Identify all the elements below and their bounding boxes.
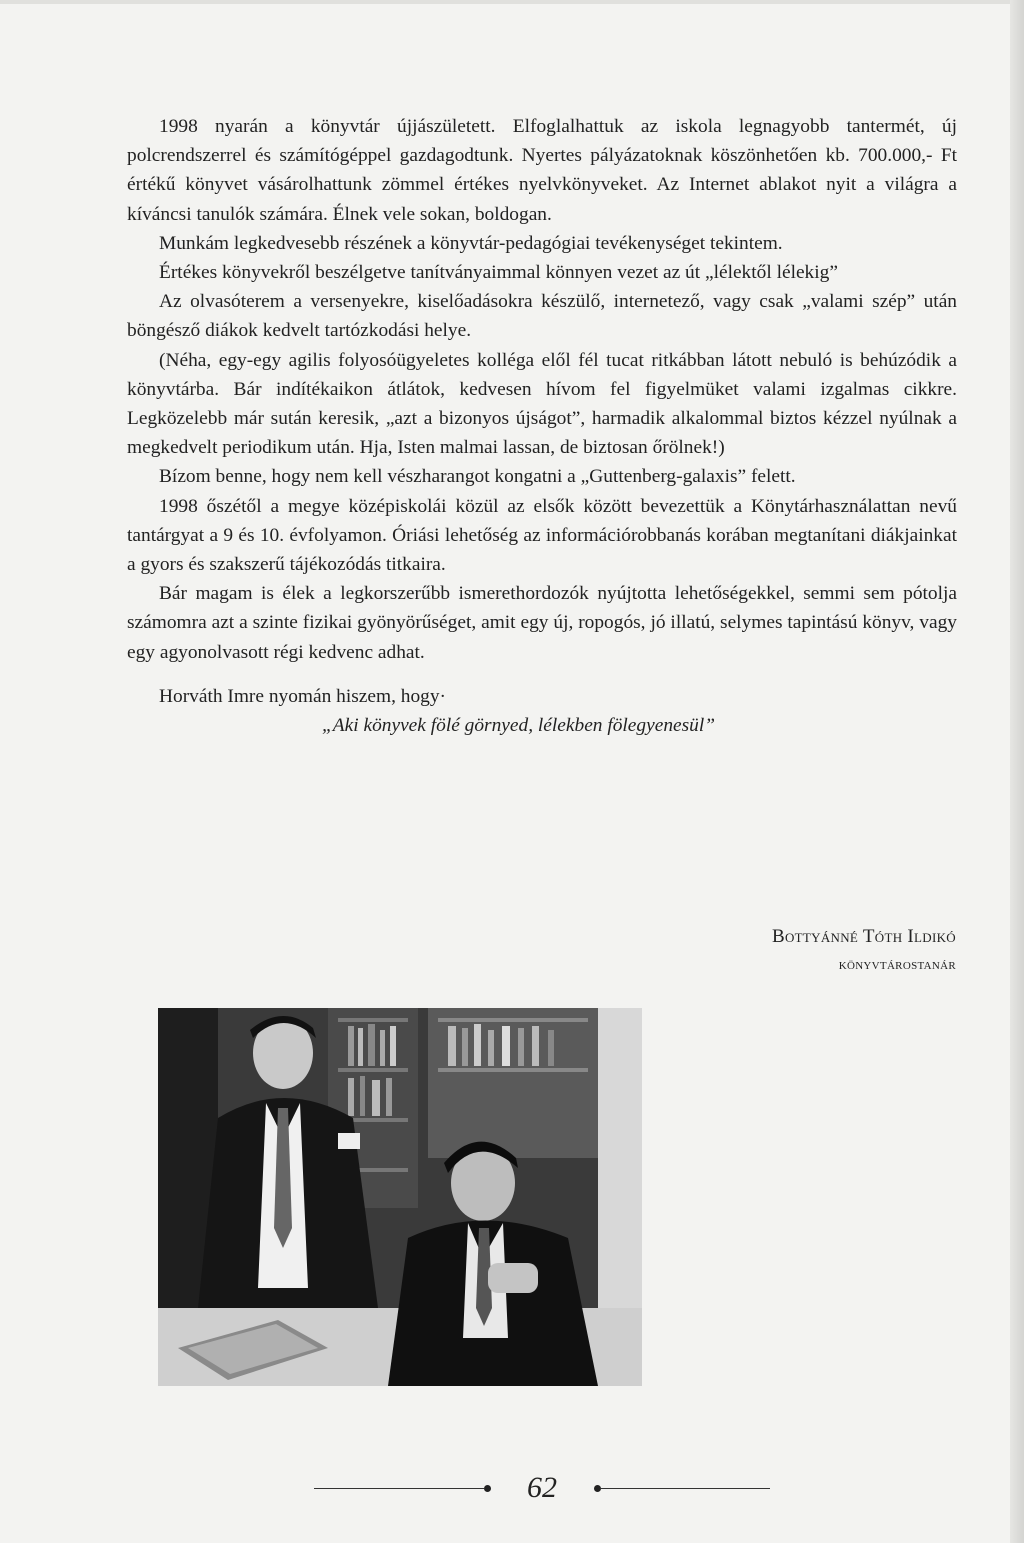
paragraph-8: Bár magam is élek a legkorszerűbb ismerethordozók nyújtotta lehetőségekkel, semmi sem pótolja számomra azt a szinte fizikai gyönyörűséget, amit egy új, ropogós, jó illatú, selymes tapintású könyv, vagy egy agyonolvasott régi kedvenc adhat. xyxy=(127,583,957,663)
paragraph-3: Értékes könyvekről beszélgetve tanítványaimmal könnyen vezet az út „lélektől lélekig” xyxy=(159,262,838,284)
author-name: Bottyánné Tóth Ildikó xyxy=(772,926,956,947)
paragraph-2: Munkám legkedvesebb részének a könyvtár-pedagógiai tevékenységet tekintem. xyxy=(159,232,783,254)
paragraph-7: 1998 őszétől a megye középiskolái közül az elsők között bevezettük a Könytárhasználattan nevű tantárgyat a 9 és 10. évfolyamon. Óriási lehetőség az információrobbanás korában megtanítani diákjainkat a gyors és szakszerű tájékozódás titkaira. xyxy=(127,495,957,576)
paragraph-1: 1998 nyarán a könyvtár újjászületett. Elfoglalhattuk az iskola legnagyobb tantermét, új polcrendszerrel és számítógéppel gazdagodtunk. Nyertes pályázatoknak köszönhetően kb. 700.000,- Ft értékű könyvet vásárolhattunk zömmel értékes nyelvkönyveket. Az Internet ablakot nyit a világra a kíváncsi tanulók számára. Élnek vele sokan, boldogan. xyxy=(127,116,957,225)
page-footer xyxy=(0,1471,1024,1514)
photo-students-in-library xyxy=(158,1008,642,1386)
signature-block xyxy=(772,924,956,978)
page-number: 62 xyxy=(527,1471,557,1504)
paragraph-6: Bízom benne, hogy nem kell vészharangot kongatni a „Guttenberg-galaxis” felett. xyxy=(159,466,796,488)
photo-illustration xyxy=(158,1008,642,1386)
author-title: könyvtárostanár xyxy=(838,957,956,973)
footer-dot-left xyxy=(484,1485,491,1492)
body-text xyxy=(127,112,957,740)
footer-rule-right xyxy=(600,1488,770,1489)
paragraph-4: Az olvasóterem a versenyekre, kiselőadásokra készülő, internetező, vagy csak „valami szép” után böngésző diákok kedvelt tartózkodási helye. xyxy=(127,291,957,342)
closing-quote: „Aki könyvek fölé görnyed, lélekben fölegyenesül” xyxy=(322,715,716,737)
page-edge-right xyxy=(1010,0,1024,1543)
closing-intro: Horváth Imre nyomán hiszem, hogy· xyxy=(159,685,447,707)
paragraph-5: (Néha, egy-egy agilis folyosóügyeletes kolléga elől fél tucat ritkábban látott nebuló is behúzódik a könyvtárba. Bár indítékaikon átlátok, kedvesen hívom fel figyelmüket valami izgalmas cikkre. Legközelebb már sután keresik, „azt a bizonyos újságot”, harmadik alkalommal biztos kézzel nyúlnak a megkedvelt periodikum után. Hja, Isten malmai lassan, de biztosan őrölnek!) xyxy=(127,349,957,459)
footer-rule-left xyxy=(314,1488,484,1489)
page-edge-top xyxy=(0,0,1024,4)
